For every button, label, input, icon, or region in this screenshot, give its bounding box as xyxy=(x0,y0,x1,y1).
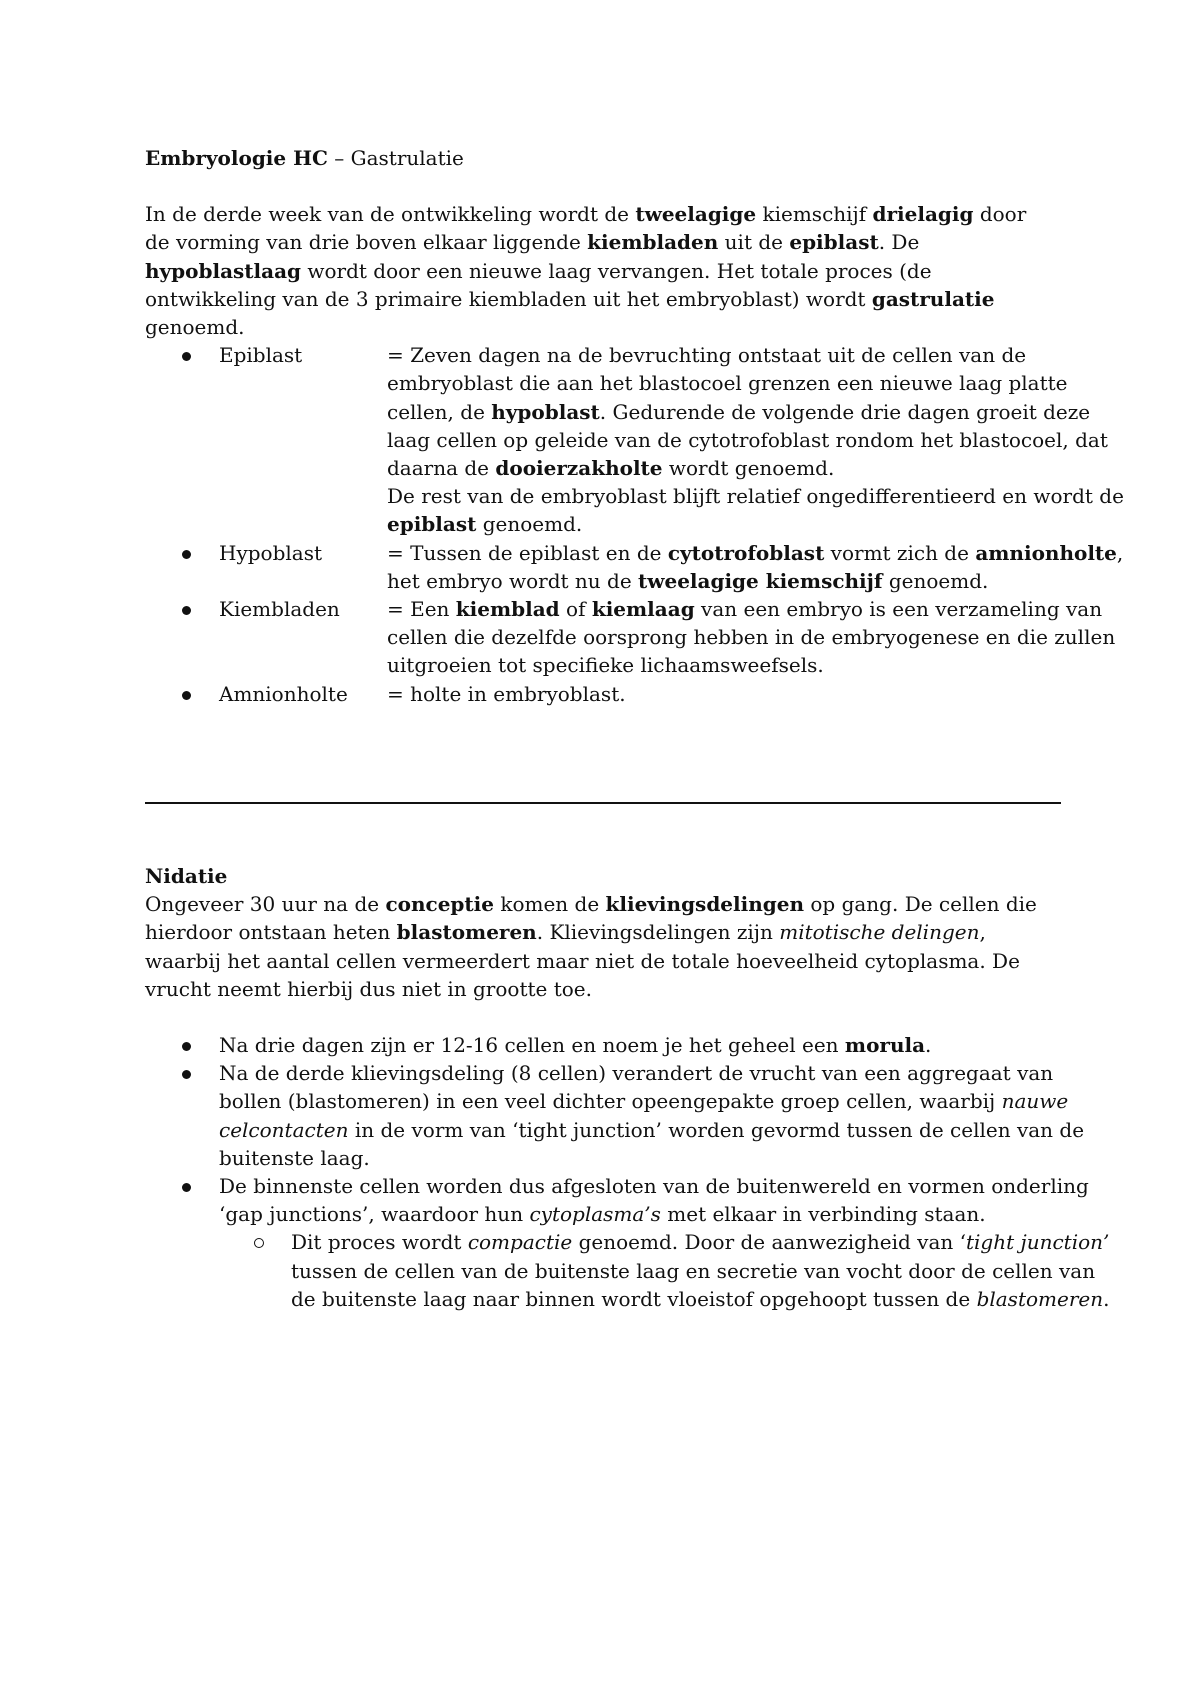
hollow-bullet-icon xyxy=(254,1238,264,1248)
definition-text: = holte in embryoblast. xyxy=(387,681,626,706)
definition-item-kiembladen xyxy=(145,595,1145,680)
list-item: De binnenste cellen worden dus afgesloten van de buitenwereld en vormen onderling ‘gap junctions’, waardoor hun cytoplasma’s met elkaar in verbinding staan. xyxy=(145,1172,1145,1228)
bullet-icon xyxy=(182,550,191,559)
definition-term: Epiblast xyxy=(219,343,303,368)
sub-list-item: Dit proces wordt compactie genoemd. Door de aanwezigheid van ‘tight junction’ tussen de cellen van de buitenste laag en secretie van vocht door de cellen van de buitenste laag naar binnen wordt vloeistof opgehoopt tussen de blastomeren. xyxy=(145,1228,1145,1313)
section-title: Nidatie xyxy=(145,864,228,888)
bullet-icon xyxy=(182,352,191,361)
bullet-icon xyxy=(182,1042,191,1051)
section-nidatie xyxy=(145,862,1145,1313)
definition-text: = Een kiemblad of kiemlaag van een embryo is een verzameling van cellen die dezelfde oorsprong hebben in de embryogenese en die zullen uitgroeien tot specifieke lichaamsweefsels. xyxy=(387,597,1116,678)
definition-term: Amnionholte xyxy=(219,681,348,706)
section-title: Embryologie HC – Gastrulatie xyxy=(145,146,464,170)
bullet-icon xyxy=(182,691,191,700)
definition-item-epiblast xyxy=(145,341,1145,538)
definition-text: = Zeven dagen na de bevruchting ontstaat uit de cellen van de embryoblast die aan het blastocoel grenzen een nieuwe laag platte cellen, de hypoblast. Gedurende de volgende drie dagen groeit deze laag cellen op geleide van de cytotrofoblast rondom het blastocoel, dat daarna de dooierzakholte wordt genoemd. De rest van de embryoblast blijft relatief ongedifferentieerd en wordt de epiblast genoemd. xyxy=(387,343,1124,537)
section-gastrulatie xyxy=(145,144,1145,708)
bullet-icon xyxy=(182,1183,191,1192)
definition-term: Hypoblast xyxy=(219,540,323,565)
list-item: Na drie dagen zijn er 12-16 cellen en noem je het geheel een morula. xyxy=(145,1031,1145,1059)
definition-text: = Tussen de epiblast en de cytotrofoblast vormt zich de amnionholte, het embryo wordt nu de tweelagige kiemschijf genoemd. xyxy=(387,540,1124,593)
list-item: Na de derde klievingsdeling (8 cellen) verandert de vrucht van een aggregaat van bollen (blastomeren) in een veel dichter opeengepakte groep cellen, waarbij nauwe celcontacten in de vorm van ‘tight junction’ worden gevormd tussen de cellen van de buitenste laag. xyxy=(145,1059,1145,1172)
horizontal-divider xyxy=(145,802,1061,804)
bullet-icon xyxy=(182,1070,191,1079)
definition-item-hypoblast xyxy=(145,539,1145,595)
definition-item-amnionholte xyxy=(145,680,1145,708)
intro-paragraph: In de derde week van de ontwikkeling wordt de tweelagige kiemschijf drielagig door de vorming van drie boven elkaar liggende kiembladen uit de epiblast. De hypoblastlaag wordt door een nieuwe laag vervangen. Het totale proces (de ontwikkeling van de 3 primaire kiembladen uit het embryoblast) wordt gastrulatie genoemd. xyxy=(145,202,1027,340)
bullet-icon xyxy=(182,606,191,615)
definition-term: Kiembladen xyxy=(219,597,340,622)
intro-paragraph: Ongeveer 30 uur na de conceptie komen de klievingsdelingen op gang. De cellen die hierdoor ontstaan heten blastomeren. Klievingsdelingen zijn mitotische delingen, waarbij het aantal cellen vermeerdert maar niet de totale hoeveelheid cytoplasma. De vrucht neemt hierbij dus niet in grootte toe. xyxy=(145,892,1037,1001)
